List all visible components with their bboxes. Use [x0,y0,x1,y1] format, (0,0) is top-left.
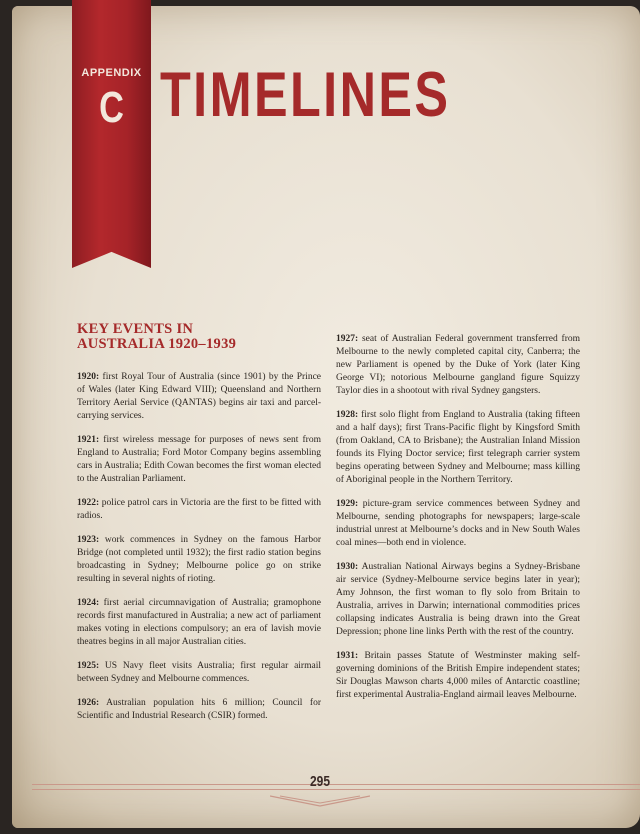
timeline-entry [77,497,321,523]
entry-year: 1925: [77,661,100,671]
entry-text: Australian population hits 6 million; Council for Scientific and Industrial Research (CSIR) formed. [77,698,321,721]
left-entry-list [77,371,321,723]
timeline-entry [336,498,580,550]
entry-year: 1931: [336,651,359,661]
entry-text: picture-gram service commences between Sydney and Melbourne, sending photographs for newspapers; large-scale industrial unrest at Melbourne’s docks and in New South Wales coal mines—both end in violence. [336,499,580,548]
entry-year: 1920: [77,372,100,382]
section-heading [77,322,321,352]
entry-year: 1924: [77,598,100,608]
entry-text: work commences in Sydney on the famous Harbor Bridge (not completed until 1932); the first radio station begins broadcasting in Sydney; Melbourne police go on strike resulting in several nights of rioting. [77,535,321,584]
entry-text: first aerial circumnavigation of Australia; gramophone records first manufactured in Australia; a new act of parliament makes voting in elections compulsory; an era of lavish movie theatres begins in all major Australian cities. [77,598,321,647]
entry-year: 1923: [77,535,100,545]
chevron-ornament-icon [270,794,370,808]
entry-text: first wireless message for purposes of news sent from England to Australia; Ford Motor Company begins assembling cars in Australia; Edith Cowan becomes the first woman elected to the Australian Parliament. [77,435,321,484]
timeline-entry [77,697,321,723]
entry-year: 1922: [77,498,100,508]
entry-year: 1929: [336,499,359,509]
appendix-label: APPENDIX [81,67,142,79]
entry-year: 1928: [336,410,359,420]
timeline-entry [77,597,321,649]
page-number: 295 [309,773,331,790]
entry-text: first Royal Tour of Australia (since 1901) by the Prince of Wales (later King Edward VIII); Queensland and Northern Territory Aerial Service (QANTAS) begins air taxi and parcel-carrying services. [77,372,321,421]
timeline-entry [77,371,321,423]
right-column [336,333,580,713]
entry-year: 1921: [77,435,100,445]
entry-text: first solo flight from England to Australia (taking fifteen and a half days); first Trans-Pacific flight by Kingsford Smith (from Oakland, CA to Brisbane); the Australian Inland Mission founds its Flying Doctor service; first telegraph carrier system begins operating between Sydney and Melbourne; mass killing of Aboriginal people in the Northern Territory. [336,410,580,485]
entry-text: US Navy fleet visits Australia; first regular airmail between Sydney and Melbourne commences. [77,661,321,684]
entry-text: seat of Australian Federal government transferred from Melbourne to the newly completed capital city, Canberra; the new Parliament is opened by the Duke of York (later King George VI); notorious Melbourne gangland figure Squizzy Taylor dies in a shootout with rival Sydney gangsters. [336,334,580,396]
timeline-entry [77,660,321,686]
page-title: TIMELINES [160,60,451,130]
entry-year: 1930: [336,562,359,572]
right-entry-list [336,333,580,702]
entry-text: police patrol cars in Victoria are the first to be fitted with radios. [77,498,321,521]
timeline-entry [336,650,580,702]
appendix-letter: C [99,83,124,132]
left-column [77,322,321,734]
entry-text: Australian National Airways begins a Sydney-Brisbane air service (Sydney-Melbourne service begins later in year); Amy Johnson, the first woman to fly solo from Britain to Australia, arrives in Darwin; international commodities prices collapsing indicates Australia is being drawn into the Great Depression; phone line links Perth with the rest of the country. [336,562,580,637]
section-heading-line-1: KEY EVENTS IN [77,321,194,337]
appendix-ribbon [72,0,151,268]
timeline-entry [336,333,580,398]
timeline-entry [77,534,321,586]
timeline-entry [336,561,580,639]
section-heading-line-2: AUSTRALIA 1920–1939 [77,336,237,352]
entry-year: 1926: [77,698,100,708]
entry-text: Britain passes Statute of Westminster making self-governing dominions of the British Empire independent states; Sir Douglas Mawson charts 4,000 miles of Antarctic coastline; first experimental Australia-England airmail leaves Melbourne. [336,651,580,700]
timeline-entry [336,409,580,487]
entry-year: 1927: [336,334,359,344]
timeline-entry [77,434,321,486]
